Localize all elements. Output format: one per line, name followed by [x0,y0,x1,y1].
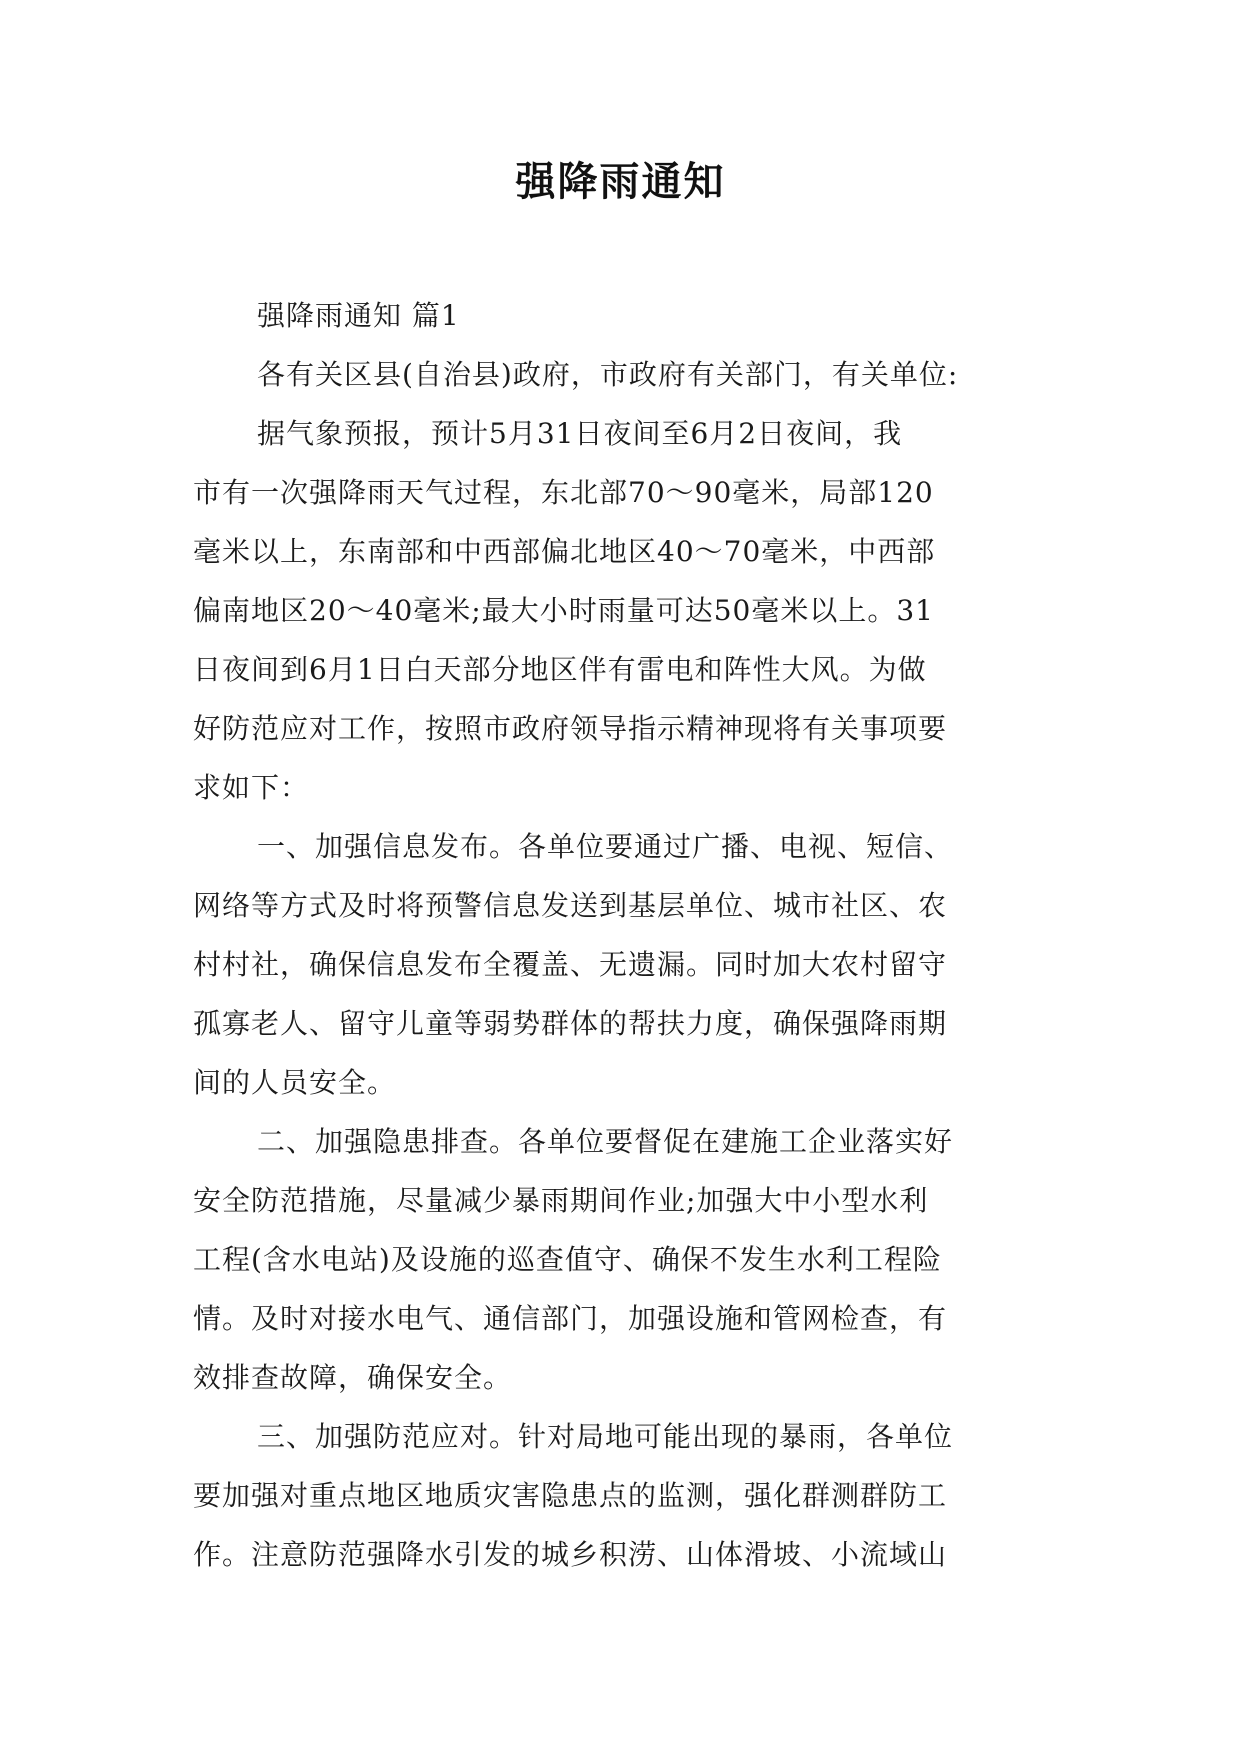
document-body [193,286,1053,1584]
paragraph-line: 间的人员安全。 [193,1066,397,1099]
paragraph-line: 求如下： [193,771,310,804]
salutation: 各有关区县(自治县)政府，市政府有关部门，有关单位: [257,358,959,391]
paragraph-line: 网络等方式及时将预警信息发送到基层单位、城市社区、农 [193,889,948,922]
document-title: 强降雨通知 [515,159,726,205]
paragraph-line: 村村社，确保信息发布全覆盖、无遗漏。同时加大农村留守 [193,948,948,981]
paragraph-line: 毫米以上，东南部和中西部偏北地区40～70毫米，中西部 [193,535,936,568]
paragraph-line: 情。及时对接水电气、通信部门，加强设施和管网检查，有 [193,1302,948,1335]
paragraph-line: 三、加强防范应对。针对局地可能出现的暴雨，各单位 [257,1420,954,1453]
paragraph-line: 要加强对重点地区地质灾害隐患点的监测，强化群测群防工 [193,1479,948,1512]
paragraph-line: 工程(含水电站)及设施的巡查值守、确保不发生水利工程险 [193,1243,942,1276]
paragraph-line: 效排查故障，确保安全。 [193,1361,513,1394]
paragraph-line: 一、加强信息发布。各单位要通过广播、电视、短信、 [257,830,954,863]
paragraph-line: 二、加强隐患排查。各单位要督促在建施工企业落实好 [257,1125,954,1158]
paragraph-line: 孤寡老人、留守儿童等弱势群体的帮扶力度，确保强降雨期 [193,1007,948,1040]
paragraph-line: 日夜间到6月1日白天部分地区伴有雷电和阵性大风。为做 [193,653,927,686]
paragraph-line: 作。注意防范强降水引发的城乡积涝、山体滑坡、小流域山 [193,1538,948,1571]
paragraph-line: 市有一次强降雨天气过程，东北部70～90毫米，局部120 [193,476,934,509]
paragraph-line: 偏南地区20～40毫米;最大小时雨量可达50毫米以上。31 [193,594,934,627]
paragraph-line: 安全防范措施，尽量减少暴雨期间作业;加强大中小型水利 [193,1184,929,1217]
paragraph-line: 据气象预报，预计5月31日夜间至6月2日夜间，我 [257,417,903,450]
section-heading: 强降雨通知 篇1 [257,299,460,332]
paragraph-line: 好防范应对工作，按照市政府领导指示精神现将有关事项要 [193,712,948,745]
